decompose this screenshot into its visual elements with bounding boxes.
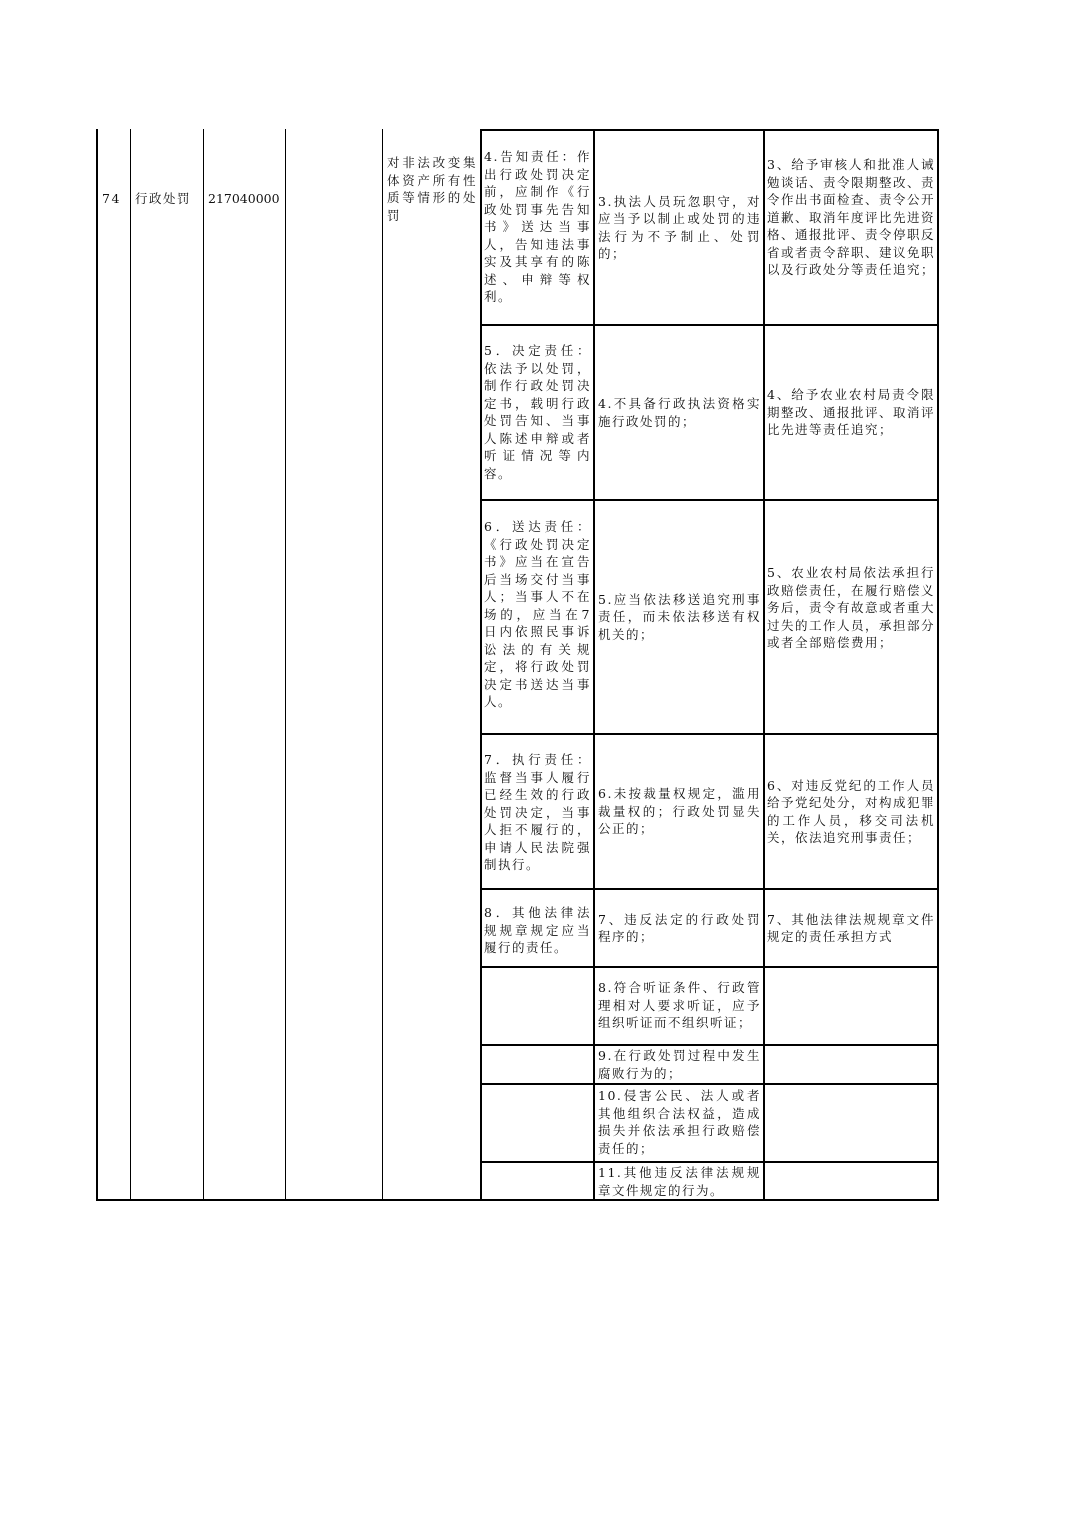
duty-cell: 8．其他法律法规规章规定应当履行的责任。	[484, 905, 591, 955]
situation-cell: 4.不具备行政执法资格实施行政处罚的；	[598, 396, 761, 429]
situation-cell: 9.在行政处罚过程中发生腐败行为的；	[598, 1048, 761, 1081]
situation-cell: 7、违反法定的行政处罚程序的；	[598, 911, 761, 944]
duty-cell: 4.告知责任：作出行政处罚决定前，应制作《行政处罚事先告知书》送达当事人，告知违法事实及其享有的陈述、申辩等权利。	[484, 149, 591, 304]
duty-cell: 6．送达责任：《行政处罚决定书》应当在宣告后当场交付当事人；当事人不在场的，应当在7日内依照民事诉讼法的有关规定，将行政处罚决定书送达当事人。	[484, 519, 591, 709]
item-name-cell: 对非法改变集体资产所有性质等情形的处罚	[387, 155, 477, 223]
situation-cell: 3.执法人员玩忽职守，对应当予以制止或处罚的违法行为不予制止、处罚的；	[598, 193, 761, 261]
item-code: 217040000	[208, 191, 280, 206]
accountability-cell: 6、对违反党纪的工作人员给予党纪处分，对构成犯罪的工作人员，移交司法机关，依法追究刑事责任；	[767, 777, 935, 845]
category-cell: 行政处罚	[135, 191, 192, 206]
situation-cell: 11.其他违反法律法规规章文件规定的行为。	[598, 1165, 761, 1198]
accountability-cell: 7、其他法律法规规章文件规定的责任承担方式	[767, 911, 935, 944]
accountability-cell: 5、农业农村局依法承担行政赔偿责任，在履行赔偿义务后，责令有故意或者重大过失的工作人员，承担部分或者全部赔偿费用；	[767, 565, 935, 650]
situation-cell: 8.符合听证条件、行政管理相对人要求听证，应予组织听证而不组织听证；	[598, 980, 761, 1030]
accountability-cell: 3、给予审核人和批准人诫勉谈话、责令限期整改、责令作出书面检查、责令公开道歉、取消年度评比先进资格、通报批评、责令停职反省或者责令辞职、建议免职以及行政处分等责任追究；	[767, 157, 935, 277]
situation-cell: 5.应当依法移送追究刑事责任，而未依法移送有权机关的；	[598, 591, 761, 642]
accountability-cell: 4、给予农业农村局责令限期整改、通报批评、取消评比先进等责任追究；	[767, 387, 935, 438]
duty-cell: 7．执行责任：监督当事人履行已经生效的行政处罚决定，当事人拒不履行的，申请人民法院强制执行。	[484, 752, 591, 872]
duty-cell: 5．决定责任：依法予以处罚，制作行政处罚决定书，载明行政处罚告知、当事人陈述申辩或者听证情况等内容。	[484, 343, 591, 481]
row-number: 74	[102, 191, 121, 206]
situation-cell: 6.未按裁量权规定，滥用裁量权的；行政处罚显失公正的；	[598, 786, 761, 837]
situation-cell: 10.侵害公民、法人或者其他组织合法权益，造成损失并依法承担行政赔偿责任的；	[598, 1088, 761, 1156]
